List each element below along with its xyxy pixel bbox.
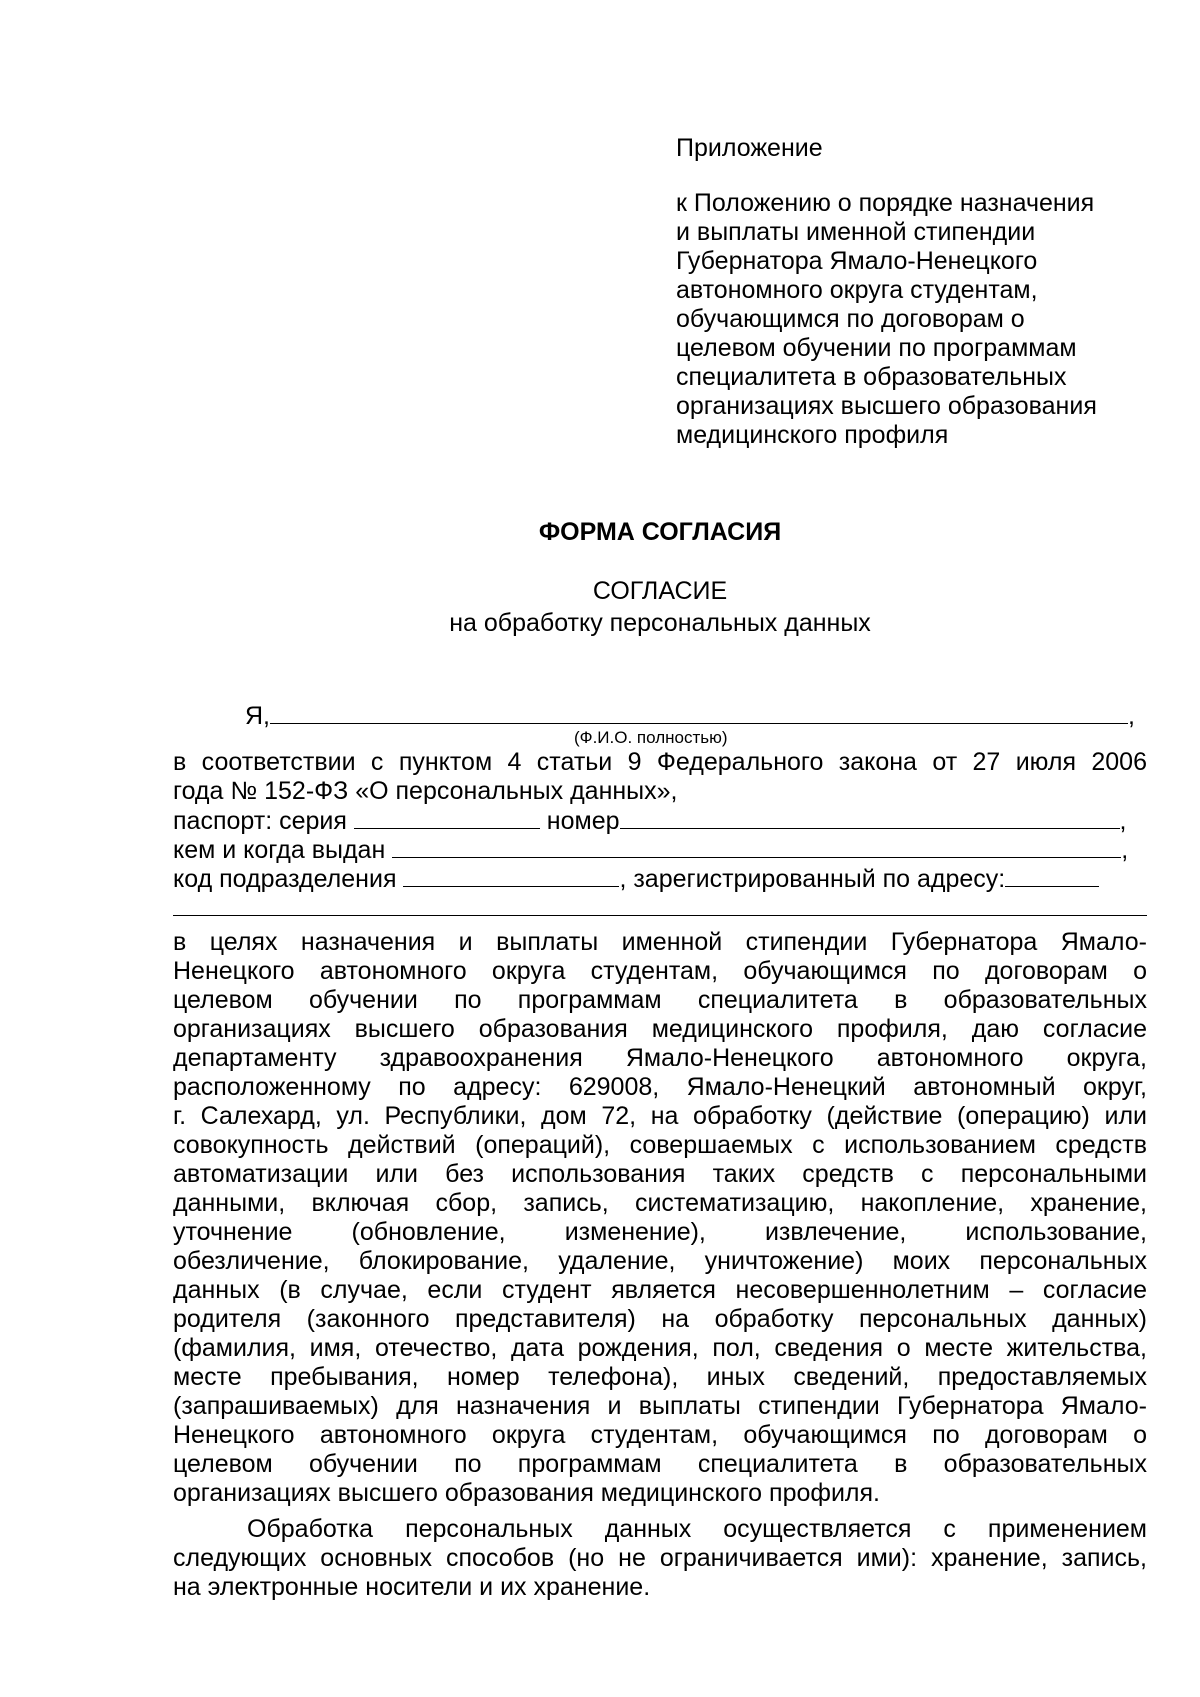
appendix-line: Губернатора Ямало-Ненецкого xyxy=(676,247,1038,275)
consent-subtitle: на обработку персональных данных xyxy=(449,609,871,637)
appendix-line: специалитета в образовательных xyxy=(676,363,1067,391)
text-line: департаменту здравоохранения Ямало-Ненецкого автономного округа, xyxy=(173,1044,1147,1072)
registered-label: , зарегистрированный по адресу: xyxy=(619,865,1006,893)
text-line: г. Салехард, ул. Республики, дом 72, на обработку (действие (операцию) или xyxy=(173,1102,1147,1130)
text-line: обезличение, блокирование, удаление, уничтожение) моих персональных xyxy=(173,1247,1147,1275)
text-line: следующих основных способов (но не ограничивается ими): хранение, запись, xyxy=(173,1544,1147,1572)
text-line: организациях высшего образования медицинского профиля. xyxy=(173,1479,880,1507)
address-field[interactable] xyxy=(173,893,1147,916)
text-line: родителя (законного представителя) на обработку персональных данных) xyxy=(173,1305,1147,1333)
fio-row xyxy=(245,701,1135,731)
text-line: целевом обучении по программам специалитета в образовательных xyxy=(173,1450,1147,1478)
text-line: в целях назначения и выплаты именной стипендии Губернатора Ямало- xyxy=(173,928,1147,956)
passport-series-label: паспорт: серия xyxy=(173,807,347,835)
text-line: целевом обучении по программам специалитета в образовательных xyxy=(173,986,1147,1014)
fio-hint: (Ф.И.О. полностью) xyxy=(574,728,728,747)
appendix-line: медицинского профиля xyxy=(676,421,949,449)
division-code-label: код подразделения xyxy=(173,865,397,893)
fio-comma: , xyxy=(1128,702,1135,730)
passport-number-label: номер xyxy=(546,807,620,835)
text-line: данных (в случае, если студент является несовершеннолетним – согласие xyxy=(173,1276,1147,1304)
text-line: (запрашиваемых) для назначения и выплаты стипендии Губернатора Ямало- xyxy=(173,1392,1147,1420)
passport-number-field[interactable] xyxy=(620,806,1120,829)
issued-row xyxy=(173,835,1147,864)
text-line: организациях высшего образования медицинского профиля, даю согласие xyxy=(173,1015,1147,1043)
consent-title: СОГЛАСИЕ xyxy=(592,577,728,605)
division-code-field[interactable] xyxy=(403,864,619,887)
appendix-block xyxy=(676,134,1136,450)
issued-comma: , xyxy=(1121,836,1129,864)
passport-row xyxy=(173,806,1147,835)
text-line: Ненецкого автономного округа студентам, обучающимся по договорам о xyxy=(173,957,1147,985)
appendix-line: целевом обучении по программам xyxy=(676,334,1077,362)
text-line: Обработка персональных данных осуществляется с применением xyxy=(247,1515,1147,1543)
appendix-line: автономного округа студентам, xyxy=(676,276,1038,304)
passport-comma: , xyxy=(1119,807,1127,835)
text-line: данными, включая сбор, запись, систематизацию, накопление, хранение, xyxy=(173,1189,1147,1217)
processing-paragraph xyxy=(173,1515,1147,1602)
text-line: (фамилия, имя, отечество, дата рождения, пол, сведения о месте жительства, xyxy=(173,1334,1147,1362)
division-row xyxy=(173,864,1147,893)
fio-field[interactable] xyxy=(270,701,1128,724)
appendix-line: к Положению о порядке назначения xyxy=(676,189,1095,217)
text-line: автоматизации или без использования таких средств с персональными xyxy=(173,1160,1147,1188)
appendix-line: обучающимся по договорам о xyxy=(676,305,1025,333)
consent-body-paragraph xyxy=(173,928,1147,1508)
text-line: уточнение (обновление, изменение), извлечение, использование, xyxy=(173,1218,1147,1246)
text-line: Ненецкого автономного округа студентам, обучающимся по договорам о xyxy=(173,1421,1147,1449)
address-row xyxy=(173,893,1147,922)
law-line-2: года № 152-ФЗ «О персональных данных», xyxy=(173,777,678,805)
appendix-line: и выплаты именной стипендии xyxy=(676,218,1036,246)
text-line: совокупность действий (операций), совершаемых с использованием средств xyxy=(173,1131,1147,1159)
requisites-block xyxy=(173,748,1147,922)
passport-series-field[interactable] xyxy=(354,806,540,829)
appendix-heading: Приложение xyxy=(676,134,823,162)
appendix-text xyxy=(676,189,1136,450)
text-line: на электронные носители и их хранение. xyxy=(173,1573,651,1601)
address-field-start[interactable] xyxy=(1005,864,1099,887)
appendix-line: организациях высшего образования xyxy=(676,392,1097,420)
ya-label: Я, xyxy=(245,702,270,730)
text-line: расположенному по адресу: 629008, Ямало-Ненецкий автономный округ, xyxy=(173,1073,1147,1101)
consent-heading xyxy=(0,575,1200,639)
issued-by-label: кем и когда выдан xyxy=(173,836,386,864)
law-line-1: в соответствии с пунктом 4 статьи 9 Федерального закона от 27 июля 2006 xyxy=(173,748,1147,776)
text-line: месте пребывания, номер телефона), иных сведений, предоставляемых xyxy=(173,1363,1147,1391)
form-title: ФОРМА СОГЛАСИЯ xyxy=(538,518,782,546)
issued-by-field[interactable] xyxy=(392,835,1121,858)
